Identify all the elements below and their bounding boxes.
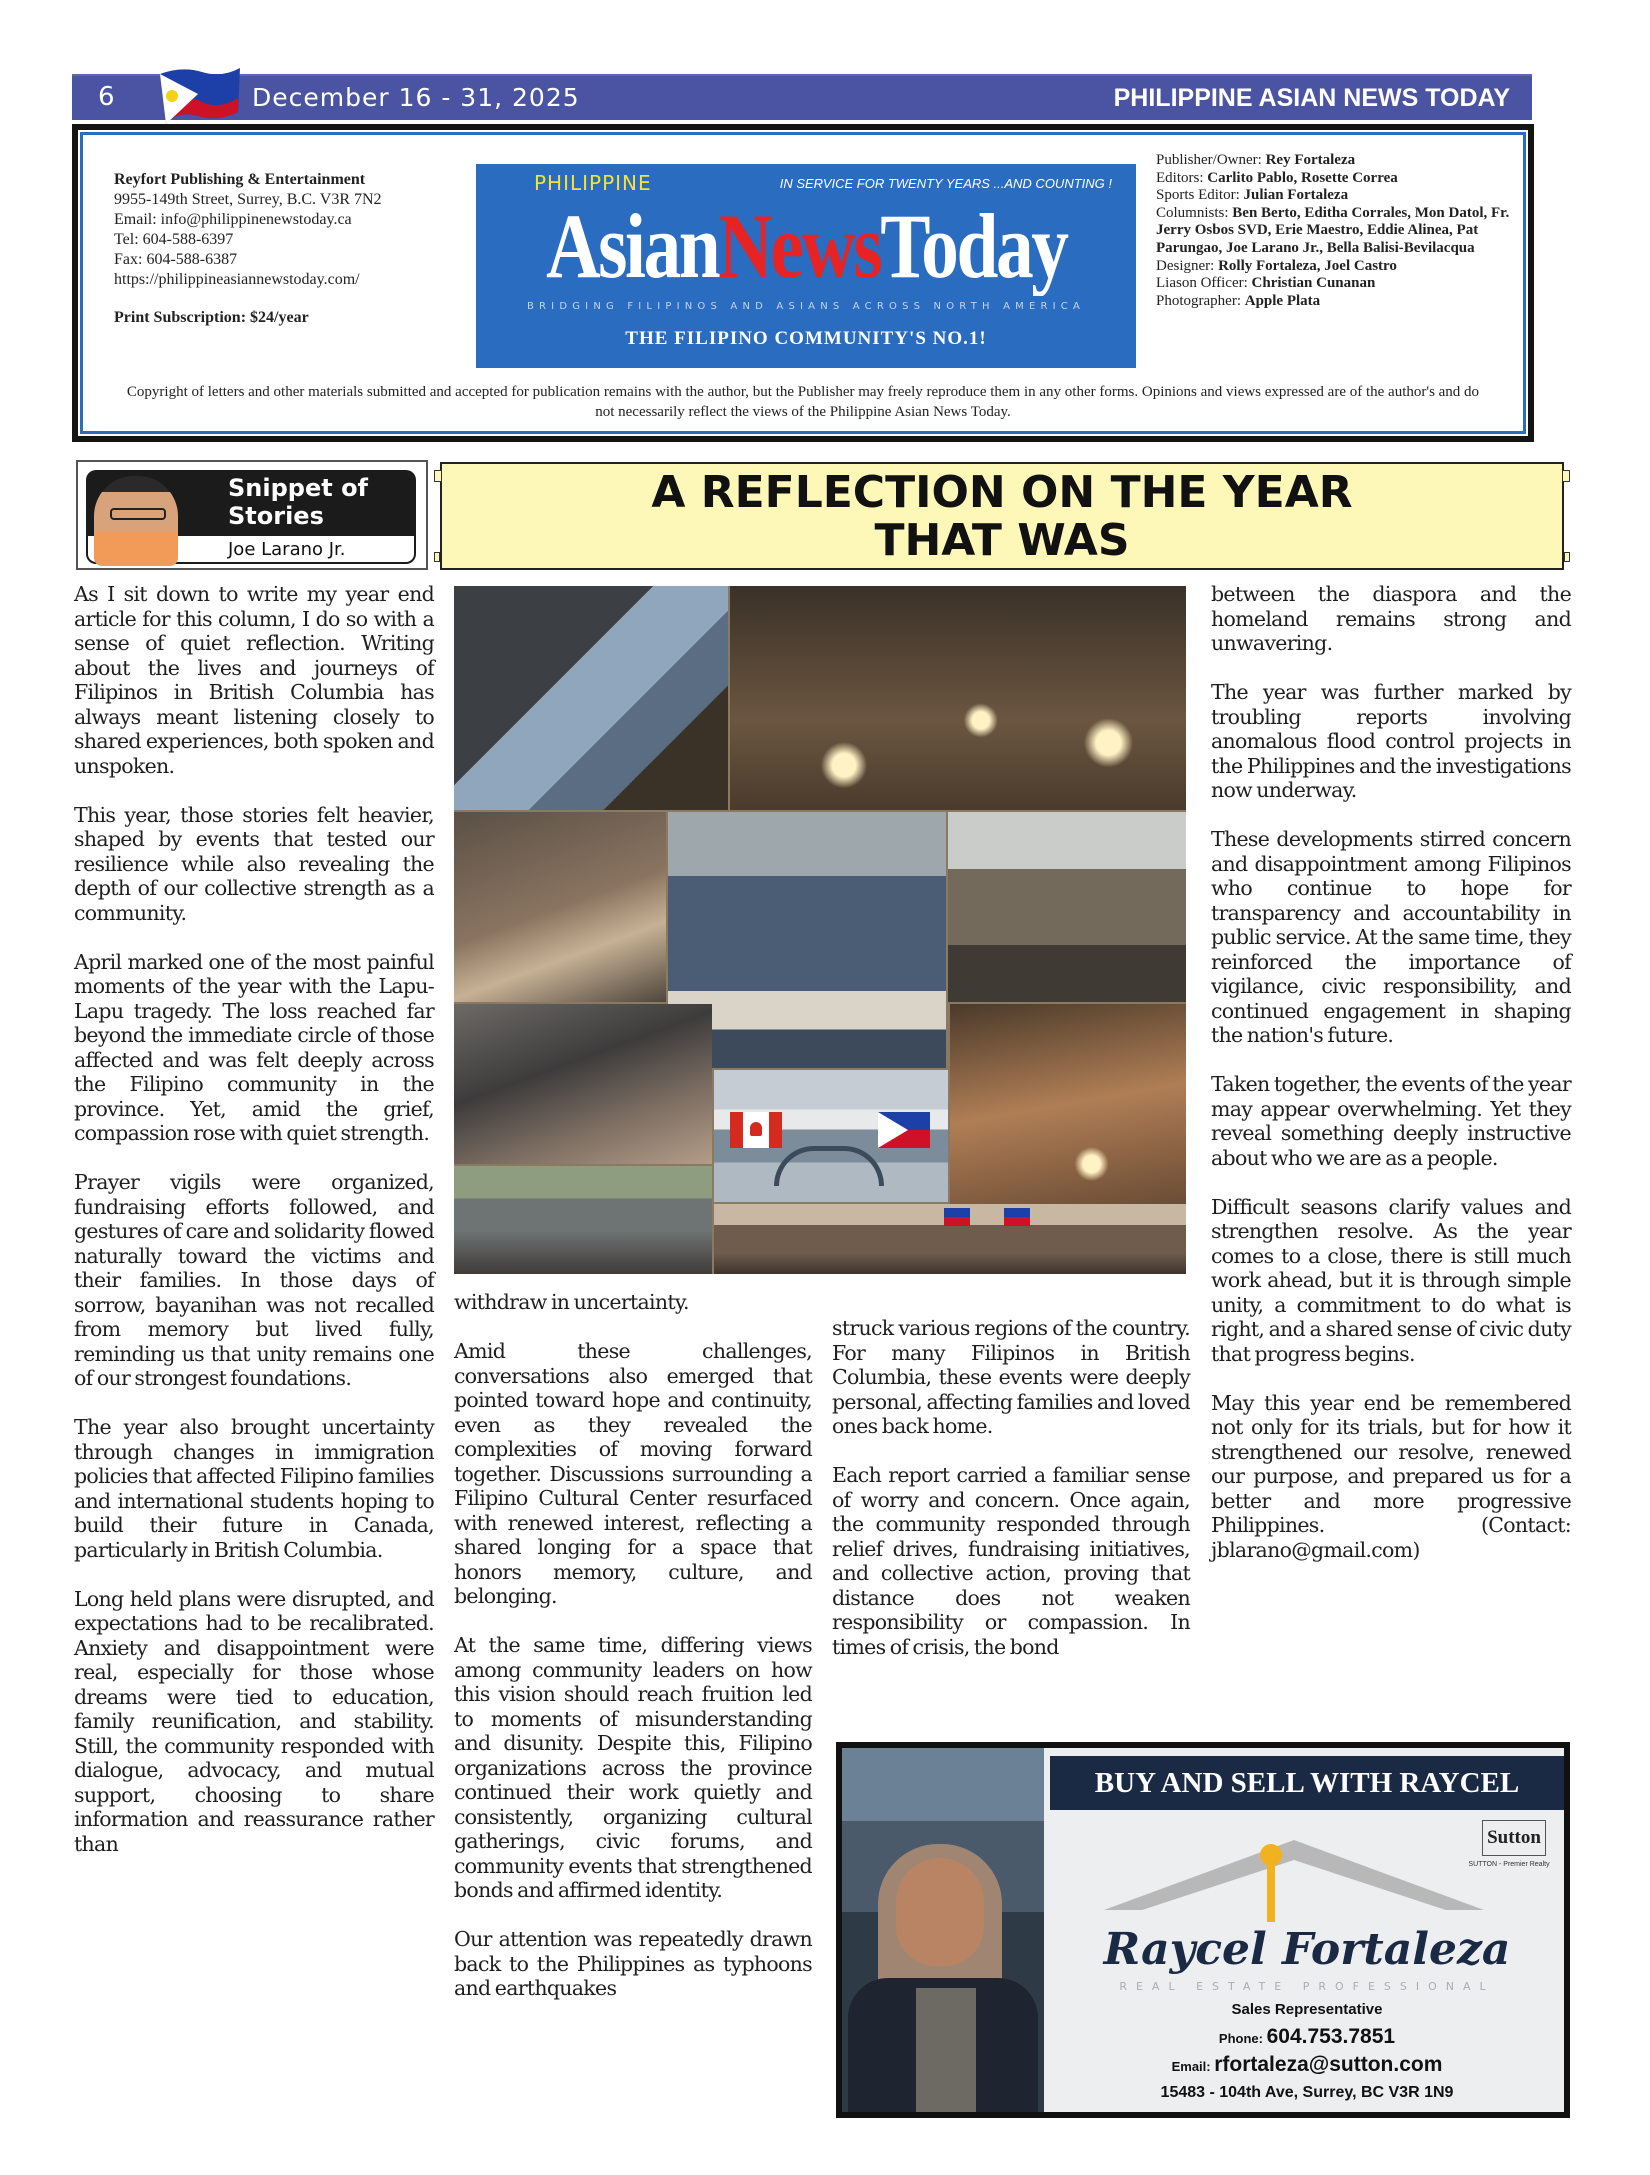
phone-label: Phone: xyxy=(1218,2031,1267,2046)
paragraph: Taken together, the events of the year may appear overwhelming. Yet they reveal something deeply instructive about who we are as a people. xyxy=(1211,1072,1571,1170)
staff-editors xyxy=(1156,170,1520,188)
sutton-logo: Sutton xyxy=(1482,1820,1546,1856)
headline-tab xyxy=(1564,552,1570,562)
staff-publisher xyxy=(1156,152,1520,170)
paragraph: Long held plans were disrupted, and expectations had to be recalibrated. Anxiety and disappointment were real, especially for those whose dreams were tied to education, family reunification, and stability. Still, the community responded with dialogue, advocacy, and mutual support, choosing to share information and reassurance rather than xyxy=(74,1586,434,1856)
staff-designer xyxy=(1156,258,1520,276)
agent-address: 15483 - 104th Ave, Surrey, BC V3R 1N9 xyxy=(1160,2084,1454,2101)
publication-name: PHILIPPINE ASIAN NEWS TODAY xyxy=(1113,84,1510,112)
agent-photo xyxy=(842,1748,1044,2112)
paragraph: struck various regions of the country. For many Filipinos in British Columbia, these events were deeply personal, affecting families and loved ones back home. xyxy=(832,1316,1190,1438)
page-header-bar xyxy=(72,74,1532,120)
publisher-website[interactable]: https://philippineasiannewstoday.com/ xyxy=(114,271,360,288)
paragraph: These developments stirred concern and disappointment among Filipinos who continue to hope for transparency and accountability in public service. At the same time, they reinforced the importance of vigilance, civic responsibility, and continued engagement in shaping the nation's future. xyxy=(1211,827,1571,1047)
photo-women-candles xyxy=(950,1004,1186,1204)
photo-candlelight-vigil xyxy=(730,586,1186,810)
logo-slogan: THE FILIPINO COMMUNITY'S NO.1! xyxy=(625,328,987,349)
paragraph: At the same time, differing views among community leaders on how this vision should reach fruition led to moments of misunderstanding and disunity. Despite this, Filipino organizations across the province continued their work quietly and consistently, organizing cultural gatherings, civic forums, and community events that strengthened bonds and affirmed identity. xyxy=(454,1633,812,1902)
publisher-fax: Fax: 604-588-6387 xyxy=(114,251,238,268)
publisher-address: 9955-149th Street, Surrey, B.C. V3R 7N2 xyxy=(114,191,382,208)
paragraph: Amid these challenges, conversations also emerged that pointed toward hope and continuity, even as they revealed the complexities of moving forward together. Discussions surrounding a Filipino Cultural Center resurfaced with renewed interest, reflecting a shared longing for a space that honors memory, culture, and belonging. xyxy=(454,1339,812,1608)
logo-title-asian: Asian xyxy=(545,196,718,296)
staff-names: Julian Fortaleza xyxy=(1243,187,1349,204)
ad-content-panel xyxy=(1050,1748,1564,2112)
agent-name: Raycel Fortaleza xyxy=(1103,1924,1511,1975)
issue-date: December 16 - 31, 2025 xyxy=(252,83,580,112)
publisher-tel: Tel: 604-588-6397 xyxy=(114,231,234,248)
page-number: 6 xyxy=(98,82,115,112)
logo-title-row xyxy=(476,196,1136,296)
column-author: Joe Larano Jr. xyxy=(228,539,346,560)
publisher-email[interactable]: Email: info@philippinenewstoday.ca xyxy=(114,211,352,228)
staff-names: Rey Fortaleza xyxy=(1265,152,1356,168)
philippines-flag-icon xyxy=(878,1112,930,1148)
photo-community-celebration xyxy=(714,1204,1186,1274)
staff-names: Rolly Fortaleza, Joel Castro xyxy=(1218,257,1397,274)
email-label: Email: xyxy=(1171,2059,1215,2074)
article-column-2 xyxy=(454,1290,812,2001)
article-column-3 xyxy=(832,1316,1190,1659)
agent-profession: REAL ESTATE PROFESSIONAL xyxy=(1119,1980,1495,1993)
staff-list xyxy=(1156,152,1520,310)
copyright-notice: Copyright of letters and other materials submitted and accepted for publication remains with the author, but the Publisher may freely reproduce them in any other forms. Opinions and views expressed are of the author's and do not necessarily reflect the views of the Philippine Asian News Today. xyxy=(126,384,1480,420)
paragraph: As I sit down to write my year end article for this column, I do so with a sense of quiet reflection. Writing about the lives and journeys of Filipinos in British Columbia has always meant listening closely to shared experiences, both spoken and unspoken. xyxy=(74,582,434,778)
staff-sports-editor xyxy=(1156,187,1520,205)
paragraph: Prayer vigils were organized, fundraising efforts followed, and gestures of care and solidarity flowed naturally toward the victims and their families. In those days of sorrow, bayanihan was not recalled from memory but lived fully, reminding us that unity remains one of our strongest foundations. xyxy=(74,1170,434,1390)
publisher-info xyxy=(114,170,454,328)
column-badge xyxy=(76,460,428,570)
publisher-company: Reyfort Publishing & Entertainment xyxy=(114,171,366,188)
staff-role: Publisher/Owner: xyxy=(1156,152,1266,168)
staff-names: Carlito Pablo, Rosette Correa xyxy=(1207,169,1398,186)
newspaper-logo xyxy=(476,164,1136,368)
key-icon xyxy=(1260,1844,1282,1924)
paragraph: This year, those stories felt heavier, shaped by events that tested our resilience while also revealing the depth of our collective strength as a community. xyxy=(74,802,434,925)
column-title-line2: Stories xyxy=(228,502,324,530)
photo-relief-drive xyxy=(454,1166,712,1274)
phone-value[interactable]: 604.753.7851 xyxy=(1266,2025,1396,2048)
staff-names: Christian Cunanan xyxy=(1251,275,1376,292)
staff-role: Liason Officer: xyxy=(1156,275,1252,292)
sutton-subtitle: SUTTON - Premier Realty xyxy=(1468,1861,1550,1868)
staff-role: Columnists: xyxy=(1156,204,1233,221)
paragraph: The year was further marked by troubling reports involving anomalous flood control projects in the Philippines and the investigations now underway. xyxy=(1211,680,1571,802)
logo-philippine: PHILIPPINE xyxy=(534,171,652,195)
paragraph: between the diaspora and the homeland remains strong and unwavering. xyxy=(1211,582,1571,655)
agent-role: Sales Representative xyxy=(1231,2001,1383,2018)
article-headline xyxy=(442,469,1562,565)
headline-tab xyxy=(434,552,440,562)
article-column-1 xyxy=(74,582,434,1856)
column-title-line1: Snippet of xyxy=(228,474,368,502)
paragraph: May this year end be remembered not only for its trials, but for how it strengthened our resolve, renewed our purpose, and prepared us for a better and more progressive Philippines. (Contact: jblarano@gmail.com) xyxy=(1211,1390,1571,1562)
photo-man-writing-by-window xyxy=(454,586,728,810)
house-roof-inner xyxy=(1124,1860,1464,1916)
photo-canada-philippines-bridge xyxy=(714,1070,948,1202)
author-avatar xyxy=(94,476,178,566)
paragraph: April marked one of the most painful moments of the year with the Lapu-Lapu tragedy. The loss reached far beyond the immediate circle of those affected and was felt deeply across the Filipino community in the province. Yet, amid the grief, compassion rose with quiet strength. xyxy=(74,949,434,1145)
staff-role: Editors: xyxy=(1156,169,1208,186)
article-column-4 xyxy=(1211,582,1571,1562)
canada-flag-icon xyxy=(730,1112,782,1148)
headline-line1: A REFLECTION ON THE YEAR xyxy=(651,467,1353,518)
logo-title xyxy=(546,196,1066,296)
staff-liason xyxy=(1156,275,1520,293)
mini-flag-icon xyxy=(944,1208,970,1226)
staff-photographer xyxy=(1156,293,1520,311)
headline-box xyxy=(440,462,1564,570)
photo-community-meeting xyxy=(454,812,666,1002)
agent-email[interactable] xyxy=(1050,2052,1564,2080)
paragraph: Each report carried a familiar sense of worry and concern. Once again, the community responded through relief drives, fundraising initiatives, and collective action, proving that distance does not weaken responsibility or compassion. In times of crisis, the bond xyxy=(832,1463,1190,1659)
paragraph: Difficult seasons clarify values and strengthen resolve. As the year comes to a close, there is still much work ahead, but it is through simple unity, a commitment to do what is right, and a shared sense of civic duty that progress begins. xyxy=(1211,1194,1571,1366)
photo-collage xyxy=(454,586,1186,1274)
photo-relief-market xyxy=(948,812,1186,1002)
staff-role: Sports Editor: xyxy=(1156,187,1244,204)
logo-title-news: News xyxy=(717,196,880,296)
logo-service-line: IN SERVICE FOR TWENTY YEARS ...AND COUNTING ! xyxy=(779,176,1112,191)
agent-phone[interactable] xyxy=(1050,2024,1564,2052)
real-estate-advertisement[interactable] xyxy=(836,1742,1570,2118)
ad-banner: BUY AND SELL WITH RAYCEL xyxy=(1050,1756,1564,1810)
agent-shirt xyxy=(916,1988,976,2112)
logo-title-today: Today xyxy=(879,196,1067,296)
staff-names: Apple Plata xyxy=(1244,292,1321,309)
photo-leaders-discussion xyxy=(454,1004,712,1164)
paragraph: The year also brought uncertainty through changes in immigration policies that affected Filipino families and international students hoping to build their future in Canada, particularly in British Columbia. xyxy=(74,1415,434,1562)
bridge-icon xyxy=(774,1146,884,1186)
staff-role: Photographer: xyxy=(1156,292,1245,309)
headline-line2: THAT WAS xyxy=(874,515,1130,566)
staff-names: Ben Berto, Editha Corrales, Mon Datol, Fr. Jerry Osbos SVD, Erie Maestro, Eddie Alinea, Pat Parungao, Joe Larano Jr., Bella Balisi-Bevilacqua xyxy=(1156,204,1510,256)
masthead xyxy=(72,124,1534,442)
print-subscription: Print Subscription: $24/year xyxy=(114,309,309,326)
logo-tagline: BRIDGING FILIPINOS AND ASIANS ACROSS NORTH AMERICA xyxy=(526,301,1086,312)
staff-columnists xyxy=(1156,205,1520,258)
logo-top-row xyxy=(490,170,1122,196)
agent-face xyxy=(896,1858,984,1966)
staff-role: Designer: xyxy=(1156,257,1219,274)
mini-flag-icon xyxy=(1004,1208,1030,1226)
paragraph: Our attention was repeatedly drawn back to the Philippines as typhoons and earthquakes xyxy=(454,1927,812,2000)
column-title xyxy=(228,474,368,530)
paragraph: withdraw in uncertainty. xyxy=(454,1290,689,1314)
email-value[interactable]: rfortaleza@sutton.com xyxy=(1214,2053,1443,2076)
